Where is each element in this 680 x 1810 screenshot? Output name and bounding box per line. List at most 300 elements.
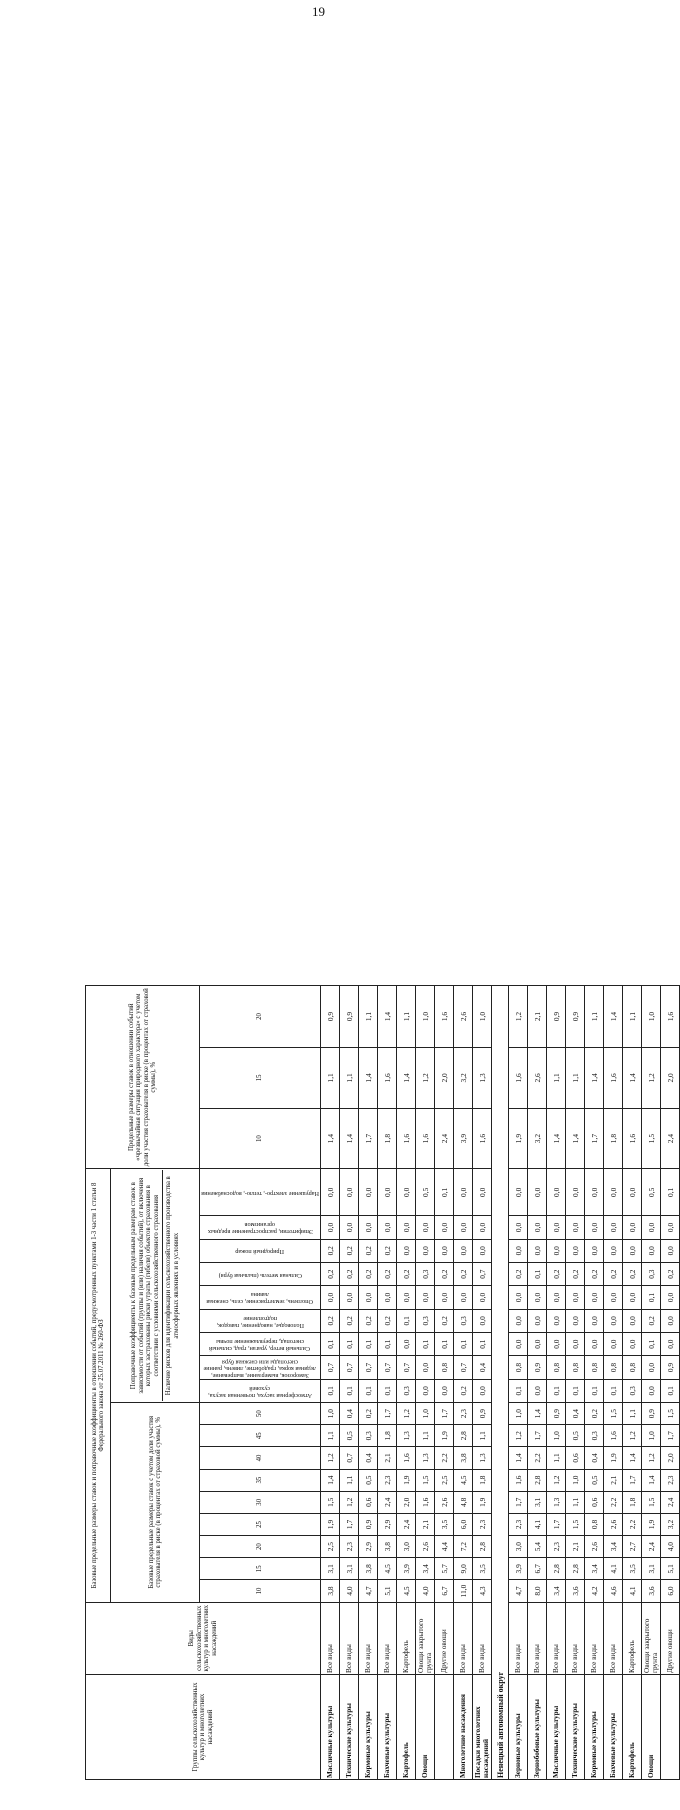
base-rate-cell: 2,3 xyxy=(661,1469,680,1491)
coef-cell: 0,1 xyxy=(321,1379,340,1402)
limit-cell: 2,1 xyxy=(528,986,547,1048)
coef-cell: 0,1 xyxy=(642,1332,661,1355)
base-rate-cell: 6,7 xyxy=(528,1558,547,1580)
coef-col-label: Заморозок, вымерзание, выпревание, ледяная корка, градобитие, ливень, ранние снегопады или снежная буря xyxy=(203,1358,317,1379)
base-rate-cell: 0,9 xyxy=(359,1513,378,1535)
base-rate-cell: 4,0 xyxy=(340,1580,359,1602)
base-rate-cell: 1,7 xyxy=(528,1425,547,1447)
base-rate-cell: 5,1 xyxy=(661,1558,680,1580)
table-row xyxy=(642,986,661,1780)
base-rate-cell: 3,8 xyxy=(378,1536,397,1558)
base-rate-cell: 6,0 xyxy=(454,1513,473,1535)
coef-cell: 0,0 xyxy=(528,1379,547,1402)
coef-cell: 0,0 xyxy=(547,1169,566,1216)
table-row xyxy=(547,986,566,1780)
group-header: Группы сельскохозяйственных культур и многолетних насаждений xyxy=(86,1674,321,1779)
base-rate-cell: 0,5 xyxy=(359,1469,378,1491)
group-cell: Овощи xyxy=(642,1674,661,1779)
base-rate-cell: 4,5 xyxy=(378,1558,397,1580)
pct-header: 30 xyxy=(200,1491,321,1513)
coef-header xyxy=(111,1169,200,1403)
base-rate-cell: 1,2 xyxy=(642,1447,661,1469)
coef-col-header xyxy=(200,1239,321,1262)
coef-cell: 0,7 xyxy=(397,1356,416,1379)
kind-cell: Другие овощи xyxy=(661,1602,680,1674)
group-cell: Кормовые культуры xyxy=(359,1674,378,1779)
coef-cell: 0,8 xyxy=(566,1356,585,1379)
coef-cell: 0,0 xyxy=(359,1169,378,1216)
group-cell: Многолетние насаждения xyxy=(454,1674,473,1779)
base-rate-cell: 0,6 xyxy=(566,1447,585,1469)
coef-cell: 0,1 xyxy=(661,1169,680,1216)
coef-cell: 0,1 xyxy=(378,1332,397,1355)
coef-cell: 0,0 xyxy=(473,1169,492,1216)
group-cell: Кормовые культуры xyxy=(585,1674,604,1779)
coef-cell: 0,2 xyxy=(340,1239,359,1262)
base-rate-cell: 0,3 xyxy=(359,1425,378,1447)
base-rate-cell: 2,5 xyxy=(321,1536,340,1558)
kind-cell: Все виды xyxy=(359,1602,378,1674)
coef-cell: 0,1 xyxy=(340,1332,359,1355)
rotated-table-area xyxy=(0,905,675,1810)
base-rate-cell: 1,1 xyxy=(547,1447,566,1469)
limit-cell: 1,2 xyxy=(416,1048,435,1109)
base-rate-cell: 2,4 xyxy=(661,1491,680,1513)
coef-col-header xyxy=(200,1309,321,1332)
base-rate-cell: 6,0 xyxy=(661,1580,680,1602)
coef-cell: 0,0 xyxy=(661,1286,680,1309)
base-rate-cell: 11,0 xyxy=(454,1580,473,1602)
base-rate-cell: 1,5 xyxy=(566,1513,585,1535)
limit-cell: 0,9 xyxy=(547,986,566,1048)
coef-cell: 0,0 xyxy=(340,1216,359,1239)
base-rate-cell: 3,4 xyxy=(416,1558,435,1580)
base-rate-cell: 1,3 xyxy=(547,1491,566,1513)
group-cell: Бахчевые культуры xyxy=(378,1674,397,1779)
coef-cell: 0,0 xyxy=(416,1379,435,1402)
region-title: Ненецкий автономный округ xyxy=(492,986,509,1780)
coef-cell: 0,0 xyxy=(585,1216,604,1239)
limit-cell: 1,4 xyxy=(566,1108,585,1169)
coef-cell: 0,2 xyxy=(547,1262,566,1285)
coef-cell: 0,0 xyxy=(435,1239,454,1262)
base-rate-cell: 1,3 xyxy=(416,1447,435,1469)
base-rate-cell: 1,8 xyxy=(473,1469,492,1491)
coef-cell: 0,1 xyxy=(435,1169,454,1216)
coef-cell: 0,0 xyxy=(623,1239,642,1262)
coef-cell: 0,5 xyxy=(642,1169,661,1216)
base-rate-cell: 2,0 xyxy=(397,1491,416,1513)
base-rate-cell: 1,1 xyxy=(321,1425,340,1447)
coef-cell: 0,0 xyxy=(509,1286,528,1309)
coef-cell: 0,1 xyxy=(378,1379,397,1402)
coef-col-header xyxy=(200,1379,321,1402)
limit-cell: 1,6 xyxy=(435,986,454,1048)
base-rate-cell: 2,1 xyxy=(566,1536,585,1558)
limit-cell: 1,5 xyxy=(642,1108,661,1169)
coef-cell: 0,3 xyxy=(397,1379,416,1402)
coef-cell: 0,1 xyxy=(642,1286,661,1309)
base-rate-cell: 2,8 xyxy=(566,1558,585,1580)
limit-cell: 0,9 xyxy=(321,986,340,1048)
base-rate-cell: 2,4 xyxy=(642,1536,661,1558)
base-rate-cell: 1,5 xyxy=(642,1491,661,1513)
base-rate-cell: 2,9 xyxy=(378,1513,397,1535)
table-row xyxy=(623,986,642,1780)
group-cell: Зерновые культуры xyxy=(509,1674,528,1779)
coef-cell: 0,0 xyxy=(661,1216,680,1239)
coef-cell: 0,3 xyxy=(642,1262,661,1285)
base-rate-cell: 2,3 xyxy=(473,1513,492,1535)
limit-cell: 2,0 xyxy=(661,1048,680,1109)
coef-cell: 0,1 xyxy=(397,1309,416,1332)
limit-cell: 2,6 xyxy=(454,986,473,1048)
limit-cell: 2,4 xyxy=(661,1108,680,1169)
base-rate-cell: 5,1 xyxy=(378,1580,397,1602)
coef-cell: 0,7 xyxy=(321,1356,340,1379)
base-rate-cell: 2,3 xyxy=(509,1513,528,1535)
base-rate-cell: 0,4 xyxy=(566,1403,585,1425)
base-rate-cell: 4,4 xyxy=(435,1536,454,1558)
coef-col-label: Эпифитотии, распространение вредных организмов xyxy=(207,1221,313,1236)
limit-cell: 1,1 xyxy=(566,1048,585,1109)
base-rate-cell: 4,2 xyxy=(585,1580,604,1602)
base-rate-cell: 0,2 xyxy=(359,1403,378,1425)
limit-cell: 1,1 xyxy=(623,986,642,1048)
coef-cell: 0,0 xyxy=(454,1169,473,1216)
coef-cell: 0,0 xyxy=(623,1332,642,1355)
coef-cell: 0,1 xyxy=(416,1332,435,1355)
coef-cell: 0,1 xyxy=(547,1379,566,1402)
kind-cell: Все виды xyxy=(547,1602,566,1674)
coef-cell: 0,0 xyxy=(397,1332,416,1355)
base-rate-cell: 2,6 xyxy=(435,1491,454,1513)
coef-cell: 0,0 xyxy=(547,1239,566,1262)
table-row xyxy=(378,986,397,1780)
limit-cell: 0,9 xyxy=(566,986,585,1048)
coef-cell: 0,0 xyxy=(454,1239,473,1262)
coef-cell: 0,3 xyxy=(416,1262,435,1285)
base-rate-cell: 1,0 xyxy=(566,1469,585,1491)
group-cell: Масличные культуры xyxy=(547,1674,566,1779)
base-rate-cell: 3,1 xyxy=(321,1558,340,1580)
base-rate-cell: 1,6 xyxy=(509,1469,528,1491)
base-rate-cell: 3,5 xyxy=(435,1513,454,1535)
kind-cell: Все виды xyxy=(454,1602,473,1674)
base-rate-cell: 2,8 xyxy=(547,1558,566,1580)
base-rate-cell: 1,4 xyxy=(642,1469,661,1491)
limit-cell: 1,4 xyxy=(321,1108,340,1169)
coef-cell: 0,0 xyxy=(454,1216,473,1239)
base-rate-cell: 0,7 xyxy=(340,1447,359,1469)
base-rate-cell: 4,1 xyxy=(623,1580,642,1602)
base-rate-cell: 0,2 xyxy=(585,1403,604,1425)
coef-cell: 0,8 xyxy=(623,1356,642,1379)
base-rate-cell: 1,3 xyxy=(397,1425,416,1447)
coef-cell: 0,0 xyxy=(321,1216,340,1239)
base-rate-cell: 2,8 xyxy=(473,1536,492,1558)
coef-cell: 0,2 xyxy=(435,1309,454,1332)
coef-cell: 0,0 xyxy=(321,1286,340,1309)
coef-cell: 0,0 xyxy=(473,1216,492,1239)
coef-cell: 0,0 xyxy=(528,1169,547,1216)
kind-cell: Картофель xyxy=(623,1602,642,1674)
coef-cell: 0,0 xyxy=(454,1286,473,1309)
coef-cell: 0,0 xyxy=(435,1286,454,1309)
limit-cell: 1,1 xyxy=(340,1048,359,1109)
base-rate-cell: 0,4 xyxy=(340,1403,359,1425)
base-rate-cell: 3,1 xyxy=(340,1558,359,1580)
coef-cell: 0,0 xyxy=(509,1332,528,1355)
coef-cell: 0,0 xyxy=(509,1309,528,1332)
base-rate-cell: 1,0 xyxy=(321,1403,340,1425)
limit-cell: 1,6 xyxy=(604,1048,623,1109)
limit-cell: 1,4 xyxy=(604,986,623,1048)
base-rate-cell: 2,1 xyxy=(604,1469,623,1491)
pct-header: 40 xyxy=(200,1447,321,1469)
base-rate-cell: 1,6 xyxy=(604,1425,623,1447)
limit-cell: 1,1 xyxy=(321,1048,340,1109)
base-rate-cell: 0,5 xyxy=(585,1469,604,1491)
coef-cell: 0,0 xyxy=(378,1169,397,1216)
coef-cell: 0,1 xyxy=(359,1379,378,1402)
coef-cell: 0,1 xyxy=(359,1332,378,1355)
kind-cell: Все виды xyxy=(509,1602,528,1674)
pct-header: 45 xyxy=(200,1425,321,1447)
limit-cell: 1,0 xyxy=(642,986,661,1048)
base-rate-cell: 2,1 xyxy=(378,1447,397,1469)
limit-cell: 2,4 xyxy=(435,1108,454,1169)
base-limit-header: Базовые предельные размеры ставок с учетом доли участия страхователя в риске (в процентах от страховой суммы), % xyxy=(111,1403,200,1603)
base-rate-cell: 3,6 xyxy=(566,1580,585,1602)
limit-cell: 1,1 xyxy=(547,1048,566,1109)
limit-cell: 1,6 xyxy=(416,1108,435,1169)
base-rate-cell: 0,3 xyxy=(585,1425,604,1447)
coef-cell: 0,2 xyxy=(397,1262,416,1285)
base-rate-cell: 1,4 xyxy=(321,1469,340,1491)
base-rate-cell: 4,0 xyxy=(416,1580,435,1602)
limit-cell: 1,6 xyxy=(509,1048,528,1109)
coef-cell: 0,0 xyxy=(509,1239,528,1262)
coef-cell: 0,0 xyxy=(435,1379,454,1402)
coef-cell: 0,2 xyxy=(604,1262,623,1285)
coef-cell: 0,0 xyxy=(528,1309,547,1332)
kind-cell: Все виды xyxy=(321,1602,340,1674)
base-rate-cell: 1,0 xyxy=(642,1425,661,1447)
base-rate-cell: 1,0 xyxy=(547,1425,566,1447)
coef-cell: 0,0 xyxy=(566,1239,585,1262)
base-rate-cell: 3,0 xyxy=(397,1536,416,1558)
base-rate-cell: 1,2 xyxy=(623,1425,642,1447)
base-rate-cell: 1,4 xyxy=(509,1447,528,1469)
coef-cell: 0,0 xyxy=(416,1239,435,1262)
coef-cell: 0,2 xyxy=(321,1309,340,1332)
base-rate-cell: 8,0 xyxy=(528,1580,547,1602)
coef-cell: 0,0 xyxy=(509,1169,528,1216)
base-rate-cell: 2,6 xyxy=(585,1536,604,1558)
coef-cell: 0,2 xyxy=(378,1262,397,1285)
base-rate-cell: 2,2 xyxy=(604,1491,623,1513)
group-cell: Картофель xyxy=(623,1674,642,1779)
coef-cell: 0,2 xyxy=(340,1309,359,1332)
coef-cell: 0,7 xyxy=(454,1356,473,1379)
base-rate-cell: 2,2 xyxy=(623,1513,642,1535)
base-rate-cell: 4,1 xyxy=(528,1513,547,1535)
coef-cell: 0,0 xyxy=(340,1286,359,1309)
limit-cell: 1,4 xyxy=(340,1108,359,1169)
pct-header: 15 xyxy=(200,1558,321,1580)
group-cell xyxy=(435,1674,454,1779)
coef-cell: 0,0 xyxy=(585,1309,604,1332)
base-rate-cell: 1,7 xyxy=(661,1425,680,1447)
base-rate-cell: 3,9 xyxy=(397,1558,416,1580)
base-rate-cell: 1,6 xyxy=(416,1491,435,1513)
coef-cell: 0,2 xyxy=(642,1309,661,1332)
base-rate-cell: 4,3 xyxy=(473,1580,492,1602)
limit-cell: 1,8 xyxy=(604,1108,623,1169)
coef-cell: 0,8 xyxy=(509,1356,528,1379)
coef-cell: 0,0 xyxy=(528,1216,547,1239)
base-rate-cell: 2,3 xyxy=(340,1536,359,1558)
base-rate-cell: 3,4 xyxy=(604,1536,623,1558)
base-rate-cell: 2,8 xyxy=(454,1425,473,1447)
base-rate-cell: 2,4 xyxy=(397,1513,416,1535)
limit-cell: 1,4 xyxy=(378,986,397,1048)
coef-col-label: Природный пожар xyxy=(235,1248,285,1256)
coef-cell: 0,2 xyxy=(359,1239,378,1262)
coef-cell: 0,0 xyxy=(661,1332,680,1355)
coef-cell: 0,0 xyxy=(528,1332,547,1355)
coef-col-label: Половодье, наводнение, паводок, подтопление xyxy=(216,1314,304,1329)
coef-col-header xyxy=(200,1356,321,1379)
kind-cell: Все виды xyxy=(473,1602,492,1674)
base-rate-cell: 1,8 xyxy=(623,1491,642,1513)
base-rate-cell: 1,5 xyxy=(661,1403,680,1425)
table-row xyxy=(585,986,604,1780)
base-rate-cell: 3,5 xyxy=(473,1558,492,1580)
base-rate-cell: 1,9 xyxy=(435,1425,454,1447)
base-rate-cell: 0,4 xyxy=(585,1447,604,1469)
coef-cell: 0,3 xyxy=(416,1309,435,1332)
coef-cell: 0,0 xyxy=(359,1286,378,1309)
base-rate-cell: 1,2 xyxy=(321,1447,340,1469)
limit-cell: 3,2 xyxy=(528,1108,547,1169)
coef-cell: 0,0 xyxy=(642,1379,661,1402)
kind-cell: Овощи закрытого грунта xyxy=(416,1602,435,1674)
coef-cell: 0,0 xyxy=(397,1286,416,1309)
table-row xyxy=(509,986,528,1780)
coef-cell: 0,1 xyxy=(566,1379,585,1402)
coef-cell: 0,1 xyxy=(528,1262,547,1285)
coef-cell: 0,0 xyxy=(642,1356,661,1379)
coef-cell: 0,0 xyxy=(378,1216,397,1239)
base-rate-cell: 4,1 xyxy=(604,1558,623,1580)
limit-cell: 1,7 xyxy=(359,1108,378,1169)
base-rate-cell: 2,3 xyxy=(454,1403,473,1425)
base-rate-cell: 4,5 xyxy=(397,1580,416,1602)
limit-cell: 1,6 xyxy=(397,1108,416,1169)
base-rate-cell: 1,3 xyxy=(473,1447,492,1469)
coef-cell: 0,0 xyxy=(585,1239,604,1262)
limit-pct-header: 10 xyxy=(200,1108,321,1169)
base-rate-cell: 2,0 xyxy=(661,1447,680,1469)
coef-cell: 0,1 xyxy=(435,1332,454,1355)
limit-cell: 1,4 xyxy=(547,1108,566,1169)
coef-cell: 0,2 xyxy=(566,1262,585,1285)
coef-cell: 0,7 xyxy=(359,1356,378,1379)
group-cell: Посадки многолетних насаждений xyxy=(473,1674,492,1779)
coef-cell: 0,0 xyxy=(528,1239,547,1262)
coef-cell: 0,0 xyxy=(547,1216,566,1239)
pct-header: 50 xyxy=(200,1403,321,1425)
group-cell: Масличные культуры xyxy=(321,1674,340,1779)
page-number: 19 xyxy=(312,4,325,19)
coef-cell: 0,3 xyxy=(454,1309,473,1332)
coef-cell: 0,0 xyxy=(528,1286,547,1309)
base-rate-cell: 1,5 xyxy=(321,1491,340,1513)
coef-cell: 0,2 xyxy=(321,1239,340,1262)
limit-cell: 1,6 xyxy=(473,1108,492,1169)
table-row xyxy=(604,986,623,1780)
base-rate-cell: 3,5 xyxy=(623,1558,642,1580)
coef-cell: 0,0 xyxy=(397,1239,416,1262)
coef-cell: 0,0 xyxy=(397,1216,416,1239)
coef-cell: 0,0 xyxy=(473,1309,492,1332)
kind-cell: Картофель xyxy=(397,1602,416,1674)
base-rate-cell: 0,4 xyxy=(359,1447,378,1469)
coef-cell: 0,0 xyxy=(416,1286,435,1309)
coef-cell: 0,1 xyxy=(321,1332,340,1355)
base-rate-cell: 1,0 xyxy=(509,1403,528,1425)
coef-col-label: Нарушение электро-, тепло-, водоснабжения xyxy=(201,1189,319,1197)
table-row xyxy=(454,986,473,1780)
base-rate-cell: 3,8 xyxy=(359,1558,378,1580)
coef-cell: 0,2 xyxy=(585,1262,604,1285)
coef-cell: 0,0 xyxy=(585,1286,604,1309)
base-rate-cell: 4,7 xyxy=(509,1580,528,1602)
coef-cell: 0,0 xyxy=(566,1332,585,1355)
group-cell: Овощи xyxy=(416,1674,435,1779)
base-rate-cell: 3,4 xyxy=(547,1580,566,1602)
table-row xyxy=(340,986,359,1780)
base-rate-cell: 0,5 xyxy=(566,1425,585,1447)
kind-cell: Все виды xyxy=(604,1602,623,1674)
coef-cell: 0,0 xyxy=(566,1286,585,1309)
coef-cell: 0,0 xyxy=(566,1309,585,1332)
base-rate-cell: 2,6 xyxy=(604,1513,623,1535)
coef-cell: 0,8 xyxy=(604,1356,623,1379)
coef-cell: 0,0 xyxy=(623,1169,642,1216)
coef-cell: 0,0 xyxy=(473,1239,492,1262)
coef-cell: 0,0 xyxy=(509,1216,528,1239)
limit-cell: 1,6 xyxy=(661,986,680,1048)
coef-cell: 0,0 xyxy=(547,1286,566,1309)
base-rate-cell: 1,9 xyxy=(397,1469,416,1491)
base-rate-cell: 1,7 xyxy=(547,1513,566,1535)
base-rate-cell: 6,7 xyxy=(435,1580,454,1602)
coef-col-label: Атмосферная засуха, почвенная засуха, суховей xyxy=(208,1384,312,1399)
group-cell: Технические культуры xyxy=(566,1674,585,1779)
kind-cell: Все виды xyxy=(528,1602,547,1674)
base-rate-cell: 1,8 xyxy=(378,1425,397,1447)
base-rate-cell: 7,2 xyxy=(454,1536,473,1558)
coef-cell: 0,2 xyxy=(509,1262,528,1285)
base-rate-cell: 4,8 xyxy=(454,1491,473,1513)
coef-cell: 0,2 xyxy=(454,1379,473,1402)
coef-cell: 0,2 xyxy=(378,1239,397,1262)
base-rate-cell: 0,6 xyxy=(585,1491,604,1513)
limit-cell: 3,2 xyxy=(454,1048,473,1109)
